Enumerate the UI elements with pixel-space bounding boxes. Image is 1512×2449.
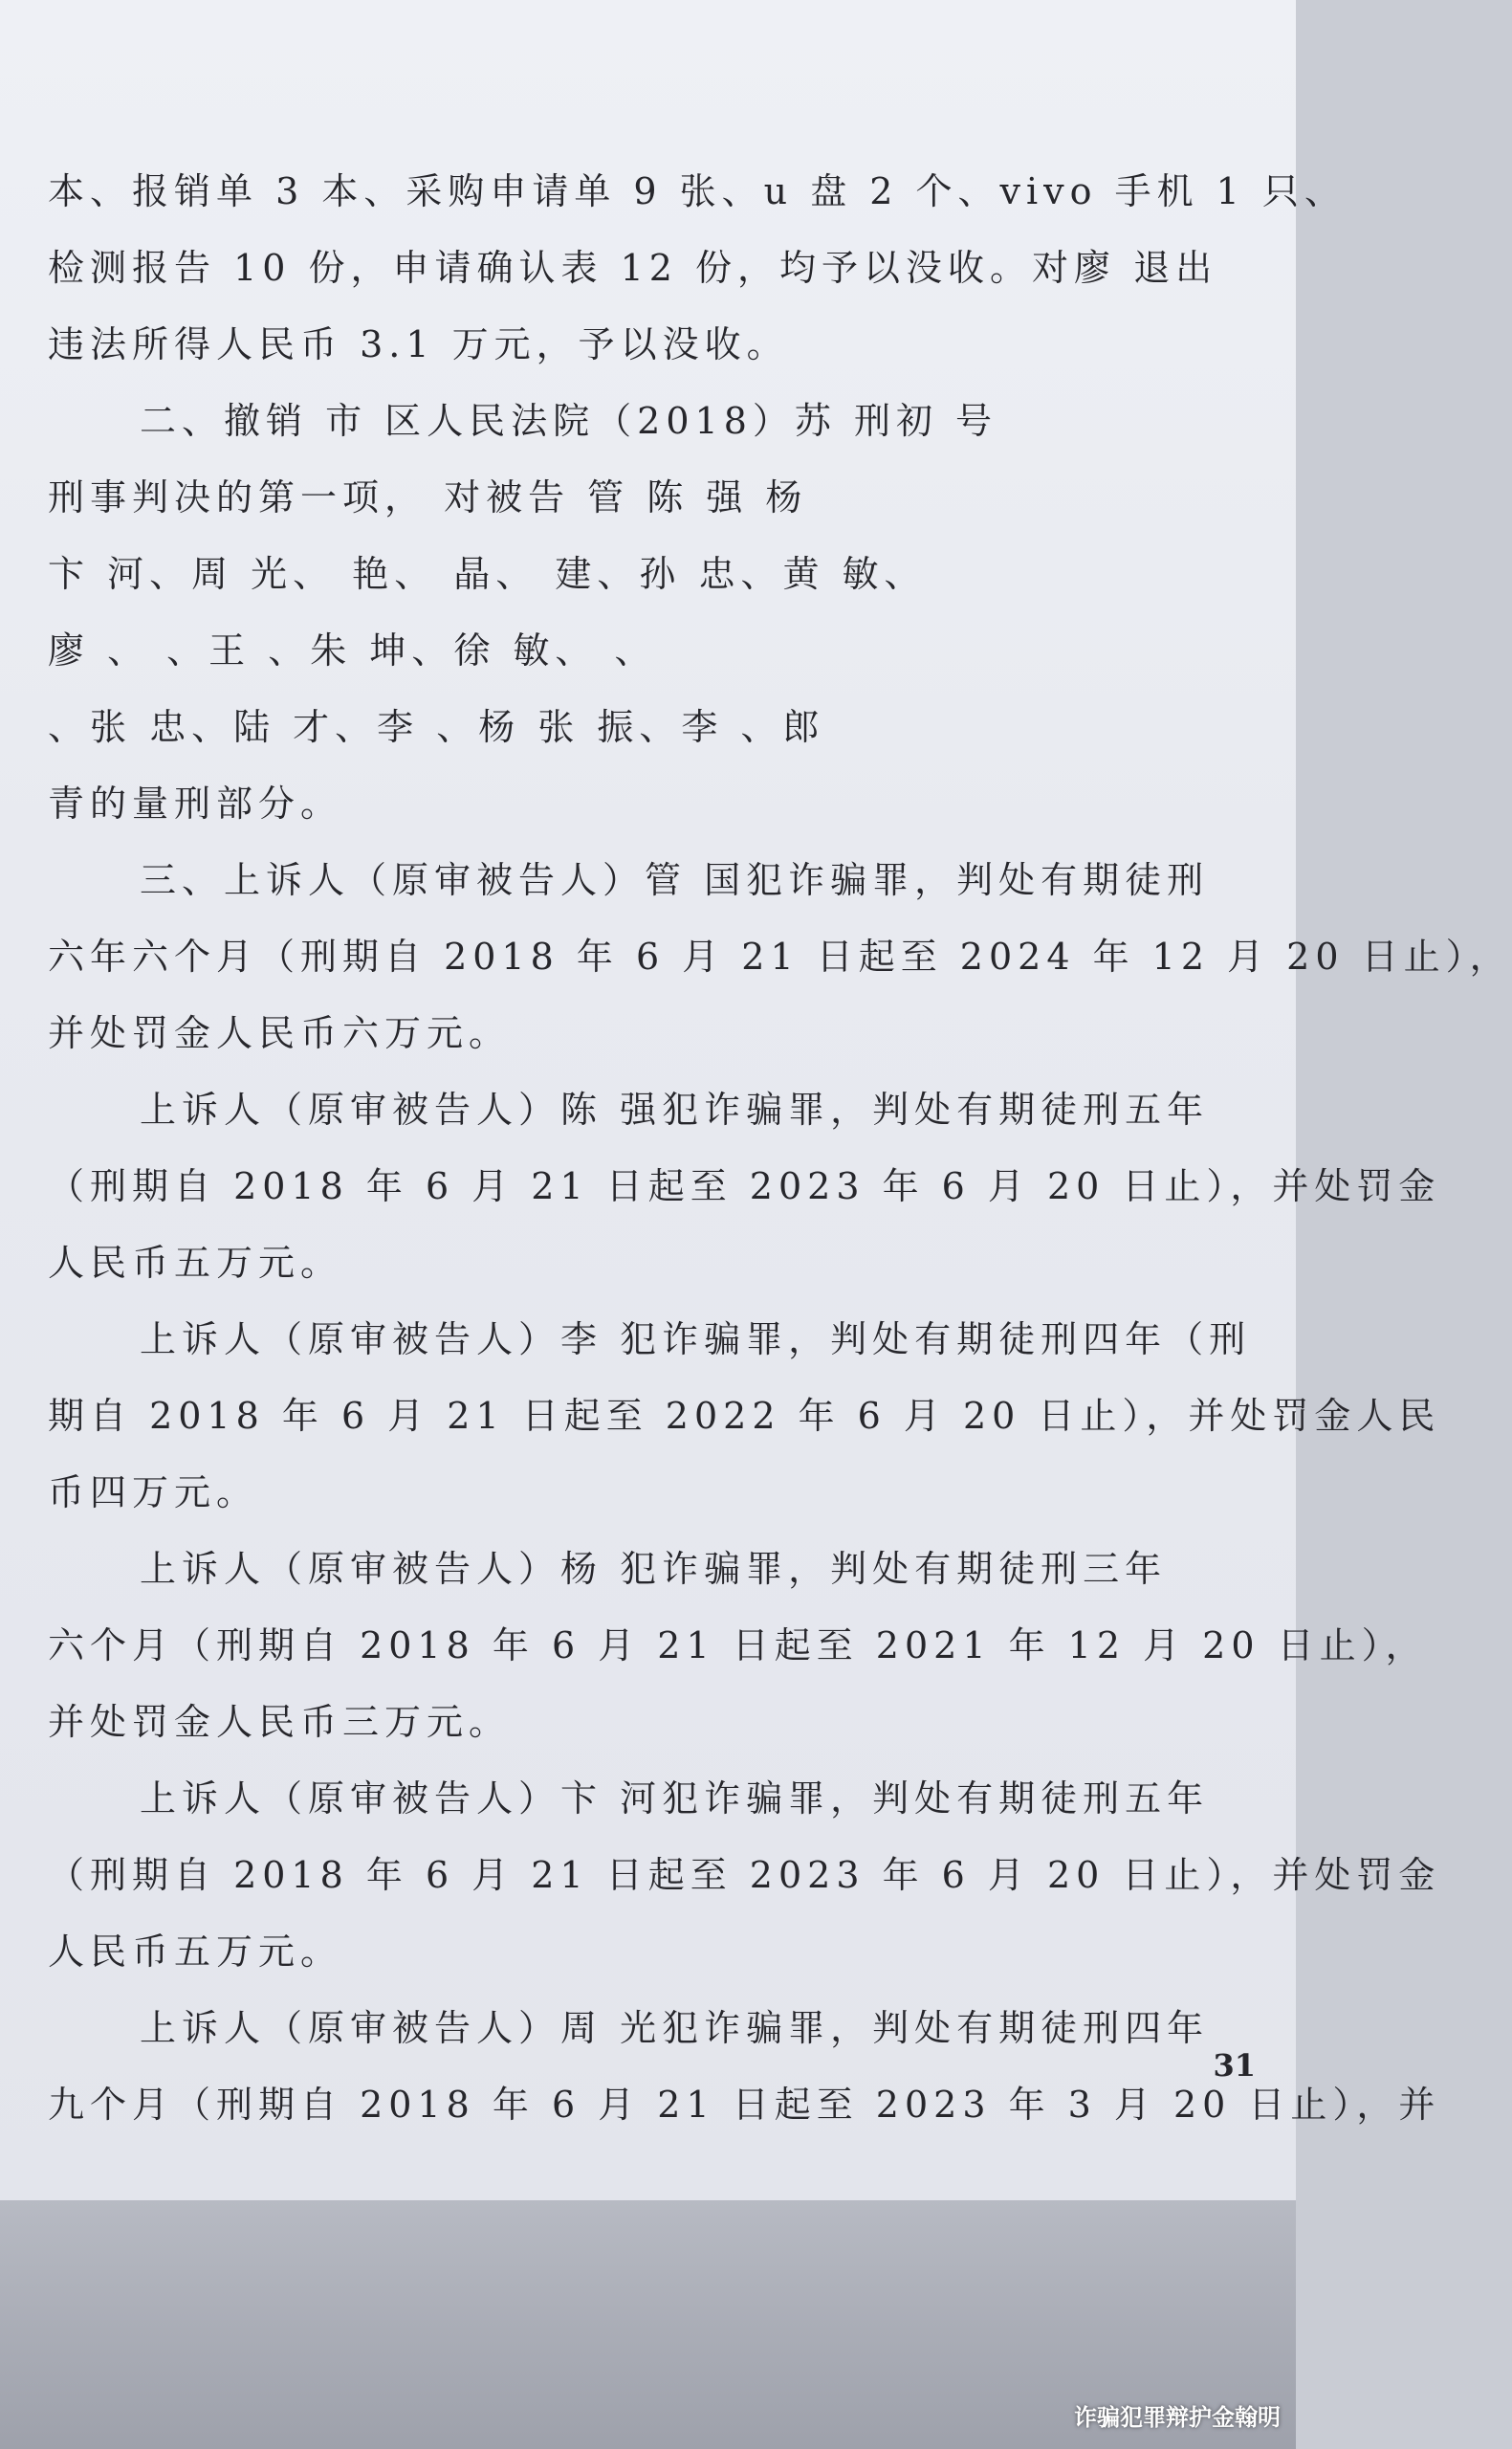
watermark-text: 诈骗犯罪辩护金翰明 — [1074, 2404, 1281, 2431]
text-line: 期自 2018 年 6 月 21 日起至 2022 年 6 月 20 日止），并处罚金人民 — [48, 1395, 1441, 1437]
text-line: 币四万元。 — [48, 1471, 259, 1513]
text-line: 人民币五万元。 — [48, 1242, 343, 1284]
text-line: 青的量刑部分。 — [48, 783, 343, 825]
text-line: 九个月（刑期自 2018 年 6 月 21 日起至 2023 年 3 月 20 日止），并 — [48, 2084, 1441, 2126]
text-line: 卞 河、周 光、 艳、 晶、 建、孙 忠、黄 敏、 — [48, 553, 927, 595]
text-line: 廖 、 、王 、朱 坤、徐 敏、 、 — [48, 629, 657, 672]
text-line: （刑期自 2018 年 6 月 21 日起至 2023 年 6 月 20 日止），并处罚金 — [48, 1854, 1441, 1896]
page-number: 31 — [1213, 2047, 1256, 2084]
text-line: 本、报销单 3 本、采购申请单 9 张、u 盘 2 个、vivo 手机 1 只、 — [48, 170, 1347, 212]
text-line: 六个月（刑期自 2018 年 6 月 21 日起至 2021 年 12 月 20 日止）， — [48, 1624, 1428, 1666]
text-line: 违法所得人民币 3.1 万元，予以没收。 — [48, 323, 789, 365]
text-line: （刑期自 2018 年 6 月 21 日起至 2023 年 6 月 20 日止），并处罚金 — [48, 1165, 1441, 1207]
text-line: 上诉人（原审被告人）陈 强犯诈骗罪，判处有期徒刑五年 — [140, 1089, 1210, 1131]
text-line: 人民币五万元。 — [48, 1931, 343, 1973]
text-line: 二、撤销 市 区人民法院（2018）苏 刑初 号 — [140, 400, 998, 442]
text-line: 三、上诉人（原审被告人）管 国犯诈骗罪，判处有期徒刑 — [140, 859, 1210, 901]
text-line: 上诉人（原审被告人）周 光犯诈骗罪，判处有期徒刑四年 — [140, 2007, 1210, 2049]
document-text — [48, 153, 1512, 2143]
text-line: 六年六个月（刑期自 2018 年 6 月 21 日起至 2024 年 12 月 20 日止）， — [48, 936, 1512, 978]
text-line: 并处罚金人民币三万元。 — [48, 1701, 512, 1743]
text-line: 上诉人（原审被告人）李 犯诈骗罪，判处有期徒刑四年（刑 — [140, 1318, 1252, 1360]
text-line: 刑事判决的第一项， 对被告 管 陈 强 杨 — [48, 476, 808, 518]
text-line: 上诉人（原审被告人）卞 河犯诈骗罪，判处有期徒刑五年 — [140, 1777, 1210, 1820]
text-line: 检测报告 10 份，申请确认表 12 份，均予以没收。对廖 退出 — [48, 247, 1218, 289]
text-line: 上诉人（原审被告人）杨 犯诈骗罪，判处有期徒刑三年 — [140, 1548, 1168, 1590]
text-line: 并处罚金人民币六万元。 — [48, 1012, 512, 1054]
text-line: 、张 忠、陆 才、李 、杨 张 振、李 、郎 — [48, 706, 825, 748]
